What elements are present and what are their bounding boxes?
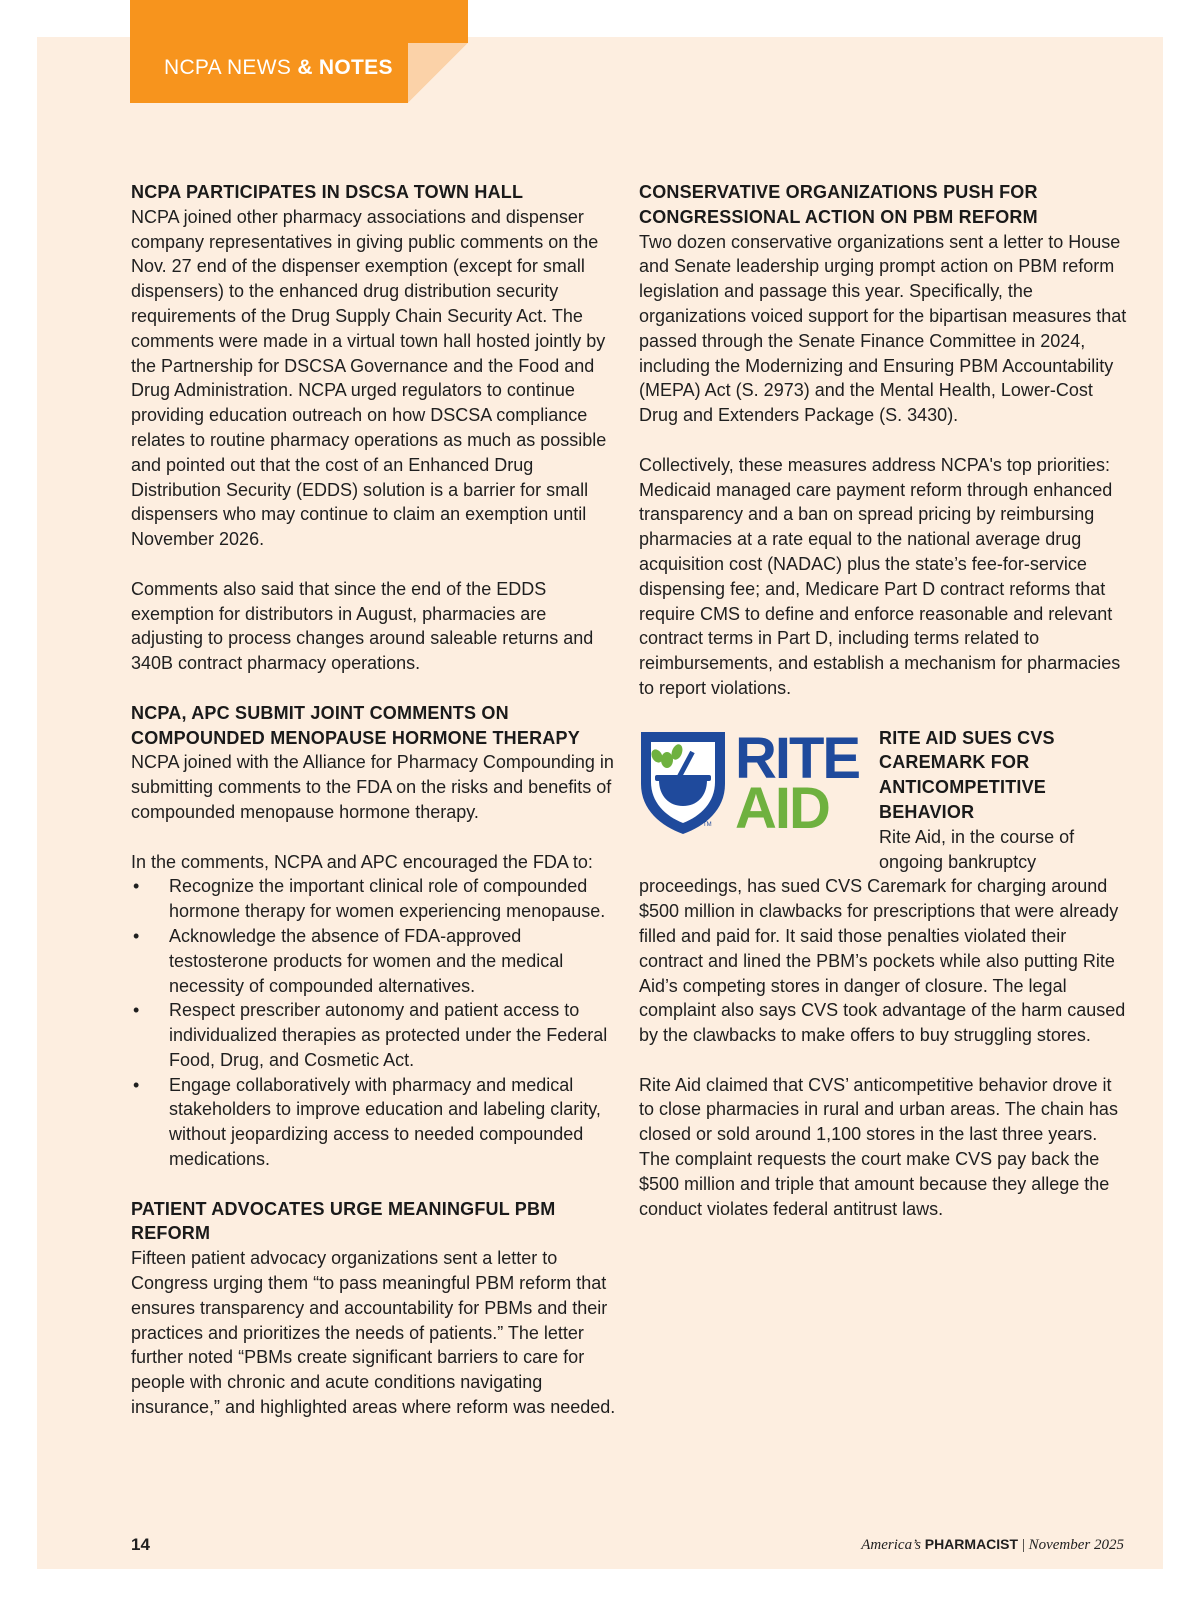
article-heading-conservative-orgs: CONSERVATIVE ORGANIZATIONS PUSH FOR CONGRESSIONAL ACTION ON PBM REFORM [639, 182, 1038, 227]
list-item: • Acknowledge the absence of FDA-approved testosterone products for women and the medical necessity of compounded alternatives. [131, 924, 621, 998]
tab-page-fold [408, 43, 468, 103]
article-heading-rite-aid: RITE AID SUES CVS CAREMARK FOR ANTICOMPETITIVE BEHAVIOR [879, 727, 1055, 822]
logo-tm: TM [703, 821, 712, 828]
article-heading-patient-advocates: PATIENT ADVOCATES URGE MEANINGFUL PBM REFORM [131, 1198, 556, 1244]
left-column [131, 180, 621, 1420]
article-paragraph: Rite Aid, in the course of ongoing bankruptcy proceedings, has sued CVS Caremark for charging around $500 million in clawbacks for prescriptions that were already filled and paid for. It said those penalties violated their contract and lined the PBM’s pockets while also putting Rite Aid’s competing stores in danger of closure. The legal complaint also says CVS took advantage of the harm caused by the clawbacks to make offers to buy struggling stores. [639, 826, 1126, 1046]
section-tab-suffix: & NOTES [297, 56, 393, 79]
section-tab-label [164, 56, 393, 80]
rite-aid-logo [639, 728, 865, 850]
article-paragraph: NCPA joined other pharmacy associations and dispenser company representatives in giving public comments on the Nov. 27 end of the dispenser exemption (except for small dispensers) to the enhanced drug distribution security requirements of the Drug Supply Chain Security Act. The comments were made in a virtual town hall hosted jointly by the Partnership for DSCSA Governance and the Food and Drug Administration. NCPA urged regulators to continue providing education outreach on how DSCSA compliance relates to routine pharmacy operations as much as possible and pointed out that the cost of an Enhanced Drug Distribution Security (EDDS) solution is a barrier for small dispensers who may continue to claim an exemption until November 2026. [131, 206, 607, 550]
article-paragraph: Two dozen conservative organizations sent a letter to House and Senate leadership urging prompt action on PBM reform legislation and passage this year. Specifically, the organizations voiced support for the bipartisan measures that passed through the Senate Finance Committee in 2024, including the Modernizing and Ensuring PBM Accountability (MEPA) Act (S. 2973) and the Mental Health, Lower-Cost Drug and Extenders Package (S. 3430). [639, 231, 1127, 426]
rite-aid-article [639, 726, 1129, 1222]
article-paragraph: Rite Aid claimed that CVS’ anticompetitive behavior drove it to close pharmacies in rural and urban areas. The chain has closed or sold around 1,100 stores in the last three years. The complaint requests the court make CVS pay back the $500 million and triple that amount because they allege the conduct violates federal antitrust laws. [639, 1074, 1118, 1219]
article-paragraph: Comments also said that since the end of the EDDS exemption for distributors in August, pharmacies are adjusting to process changes around saleable returns and 340B contract pharmacy operations. [131, 578, 594, 674]
right-column [639, 180, 1129, 1221]
rite-aid-shield-logo-icon [639, 728, 865, 840]
article-paragraph: Collectively, these measures address NCPA's top priorities: Medicaid managed care payment reform through enhanced transparency and a ban on spread pricing by reimbursing pharmacies at a rate equal to the national average drug acquisition cost (NADAC) plus the state’s fee-for-service dispensing fee; and, Medicare Part D contract reforms that require CMS to define and enforce reasonable and relevant contract terms in Part D, including terms related to reimbursements, and establish a mechanism for pharmacies to report violations. [639, 454, 1121, 698]
magazine-prefix: America’s [861, 1537, 921, 1553]
issue-date: November 2025 [1028, 1537, 1124, 1553]
page-number: 14 [131, 1535, 150, 1554]
list-item: • Engage collaboratively with pharmacy and medical stakeholders to improve education and labeling clarity, without jeopardizing access to needed compounded medications. [131, 1073, 621, 1172]
article-paragraph: Fifteen patient advocacy organizations sent a letter to Congress urging them “to pass meaningful PBM reform that ensures transparency and accountability for PBMs and their practices and prioritizes the needs of patients.” The letter further noted “PBMs create significant barriers to care for people with chronic and acute conditions navigating insurance,” and highlighted areas where reform was needed. [131, 1248, 616, 1418]
magazine-name: PHARMACIST [924, 1536, 1019, 1552]
article-paragraph: NCPA joined with the Alliance for Pharmacy Compounding in submitting comments to the FDA on the risks and benefits of compounded menopause hormone therapy. [131, 752, 614, 822]
list-item: • Recognize the important clinical role of compounded hormone therapy for women experiencing menopause. [131, 874, 621, 924]
article-heading-apc: NCPA, APC SUBMIT JOINT COMMENTS ON COMPOUNDED MENOPAUSE HORMONE THERAPY [131, 702, 580, 748]
article-heading-dscsa: NCPA PARTICIPATES IN DSCSA TOWN HALL [131, 182, 524, 202]
section-tab [130, 0, 468, 103]
list-item: • Respect prescriber autonomy and patient access to individualized therapies as protected under the Federal Food, Drug, and Cosmetic Act. [131, 998, 621, 1072]
logo-word-aid: AID [735, 775, 829, 840]
magazine-footer [861, 1536, 1124, 1554]
bullet-list [131, 874, 621, 1172]
section-tab-prefix: NCPA NEWS [164, 56, 292, 79]
article-paragraph: In the comments, NCPA and APC encouraged the FDA to: [131, 851, 593, 872]
footer-separator: | [1021, 1537, 1025, 1553]
logo-word-rite: RITE [735, 727, 860, 791]
